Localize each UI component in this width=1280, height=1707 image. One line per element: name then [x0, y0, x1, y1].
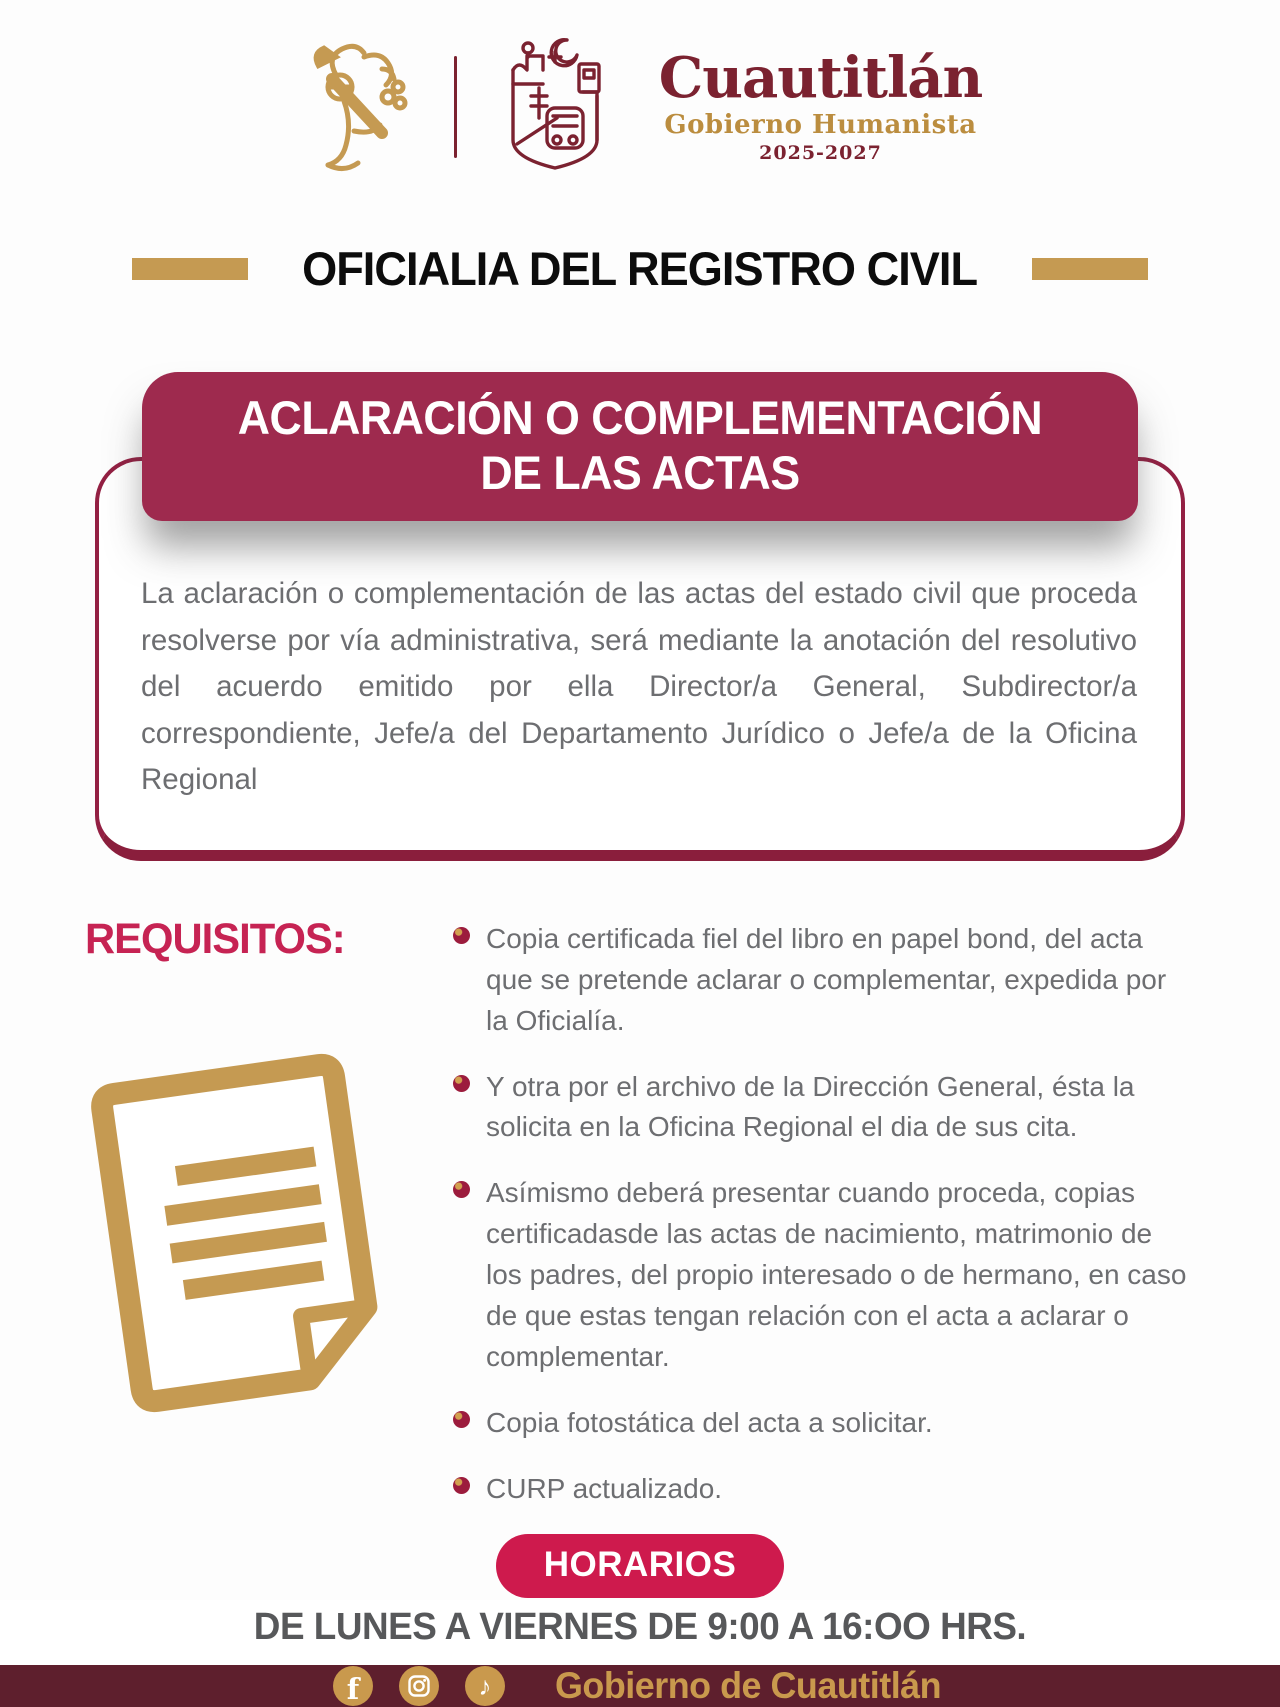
bullet-icon [453, 1181, 470, 1198]
list-item-text: CURP actualizado. [486, 1472, 723, 1504]
requisitos-left-column [85, 909, 453, 1435]
tiktok-icon[interactable]: ♪ [465, 1666, 505, 1706]
requisitos-section [85, 909, 1195, 1535]
list-item [453, 1173, 1195, 1377]
bullet-icon [453, 1411, 470, 1428]
facebook-icon[interactable]: f [333, 1666, 373, 1706]
list-item [453, 1469, 1195, 1510]
bullet-icon [453, 927, 470, 944]
brand-years: 2025-2027 [759, 141, 882, 164]
footer-bar [0, 1665, 1280, 1707]
banner-line-2: DE LAS ACTAS [480, 446, 800, 500]
brand-subtitle: Gobierno Humanista [664, 109, 977, 140]
list-item-text: Copia certificada fiel del libro en papel bond, del acta que se pretende aclarar o complementar, expedida por la Oficialía. [486, 922, 1167, 1036]
list-item [453, 1403, 1195, 1444]
banner [142, 372, 1138, 521]
bullet-icon [453, 1477, 470, 1494]
brand-name: Cuautitlán [658, 45, 983, 112]
brand-wordmark [658, 45, 983, 164]
aztec-figure-icon [298, 35, 416, 178]
document-icon [73, 1038, 453, 1435]
page-title-row [0, 241, 1280, 296]
bullet-icon [453, 1075, 470, 1092]
brand-header [0, 34, 1280, 179]
list-item-text: Copia fotostática del acta a solicitar. [486, 1406, 933, 1438]
notice-section [95, 372, 1185, 861]
title-right-bar [1032, 258, 1148, 280]
intro-text: La aclaración o complementación de las actas del estado civil que proceda resolverse por vía administrativa, será mediante la anotación del resolutivo del acuerdo emitido por ella Director/a General, Subdirector/a correspondiente, Jefe/a del Departamento Jurídico o Jefe/a de la Oficina Regional [141, 576, 1137, 797]
instagram-icon[interactable] [399, 1666, 439, 1706]
page-title: OFICIALIA DEL REGISTRO CIVIL [302, 242, 978, 295]
list-item [453, 1067, 1195, 1149]
schedule-text: DE LUNES A VIERNES DE 9:00 A 16:OO HRS. [253, 1606, 1027, 1649]
requisitos-heading: REQUISITOS: [85, 914, 345, 963]
list-item [453, 919, 1195, 1042]
logo-divider [454, 56, 457, 158]
city-emblem-icon [495, 34, 615, 179]
footer-text: Gobierno de Cuautitlán [554, 1665, 942, 1707]
banner-line-1: ACLARACIÓN O COMPLEMENTACIÓN [237, 391, 1043, 444]
horarios-section [0, 1534, 1280, 1665]
list-item-text: Asímismo deberá presentar cuando proceda, copias certificadasde las actas de nacimiento, matrimonio de los padres, del propio interesado o de hermano, en caso de que estas tengan relación con el acta a aclarar o complementar. [486, 1177, 1187, 1372]
list-item-text: Y otra por el archivo de la Dirección General, ésta la solicita en la Oficina Regional el dia de sus cita. [486, 1070, 1135, 1143]
horarios-badge: HORARIOS [496, 1534, 785, 1598]
requisitos-list [453, 909, 1195, 1535]
title-left-bar [132, 258, 248, 280]
